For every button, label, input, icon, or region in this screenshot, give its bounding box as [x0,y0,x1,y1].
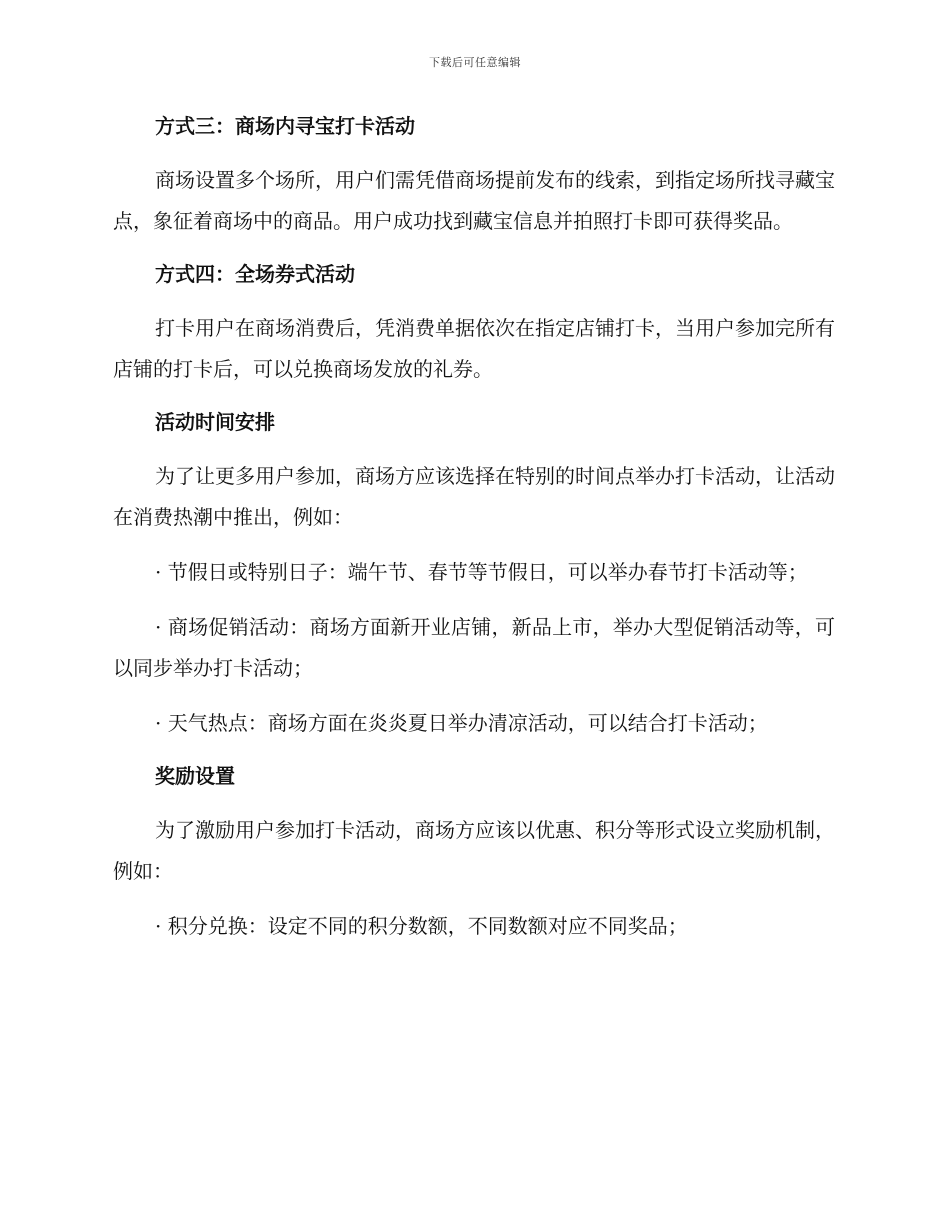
list-item-rewards-points: · 积分兑换：设定不同的积分数额，不同数额对应不同奖品； [155,914,688,938]
section-heading-schedule: 活动时间安排 [155,410,275,434]
page-header: 下载后可任意编辑 [429,56,521,69]
document-body [113,108,835,961]
section-heading-method3: 方式三：商场内寻宝打卡活动 [155,114,415,138]
section-heading-method4: 方式四：全场券式活动 [155,262,355,286]
section-heading-rewards: 奖励设置 [155,764,235,788]
list-item-schedule-promotion: · 商场促销活动：商场方面新开业店铺，新品上市，举办大型促销活动等，可以同步举办打卡活动； [113,615,835,680]
list-item-schedule-holiday: · 节假日或特别日子：端午节、春节等节假日，可以举办春节打卡活动等； [155,560,808,584]
paragraph-method4: 打卡用户在商场消费后，凭消费单据依次在指定店铺打卡，当用户参加完所有店铺的打卡后，可以兑换商场发放的礼券。 [113,316,835,381]
paragraph-schedule-intro: 为了让更多用户参加，商场方应该选择在特别的时间点举办打卡活动，让活动在消费热潮中推出，例如： [113,464,835,529]
paragraph-method3: 商场设置多个场所，用户们需凭借商场提前发布的线索，到指定场所找寻藏宝点，象征着商场中的商品。用户成功找到藏宝信息并拍照打卡即可获得奖品。 [113,168,835,233]
list-item-schedule-weather: · 天气热点：商场方面在炎炎夏日举办清凉活动，可以结合打卡活动； [155,711,768,735]
paragraph-rewards-intro: 为了激励用户参加打卡活动，商场方应该以优惠、积分等形式设立奖励机制，例如： [113,818,835,883]
